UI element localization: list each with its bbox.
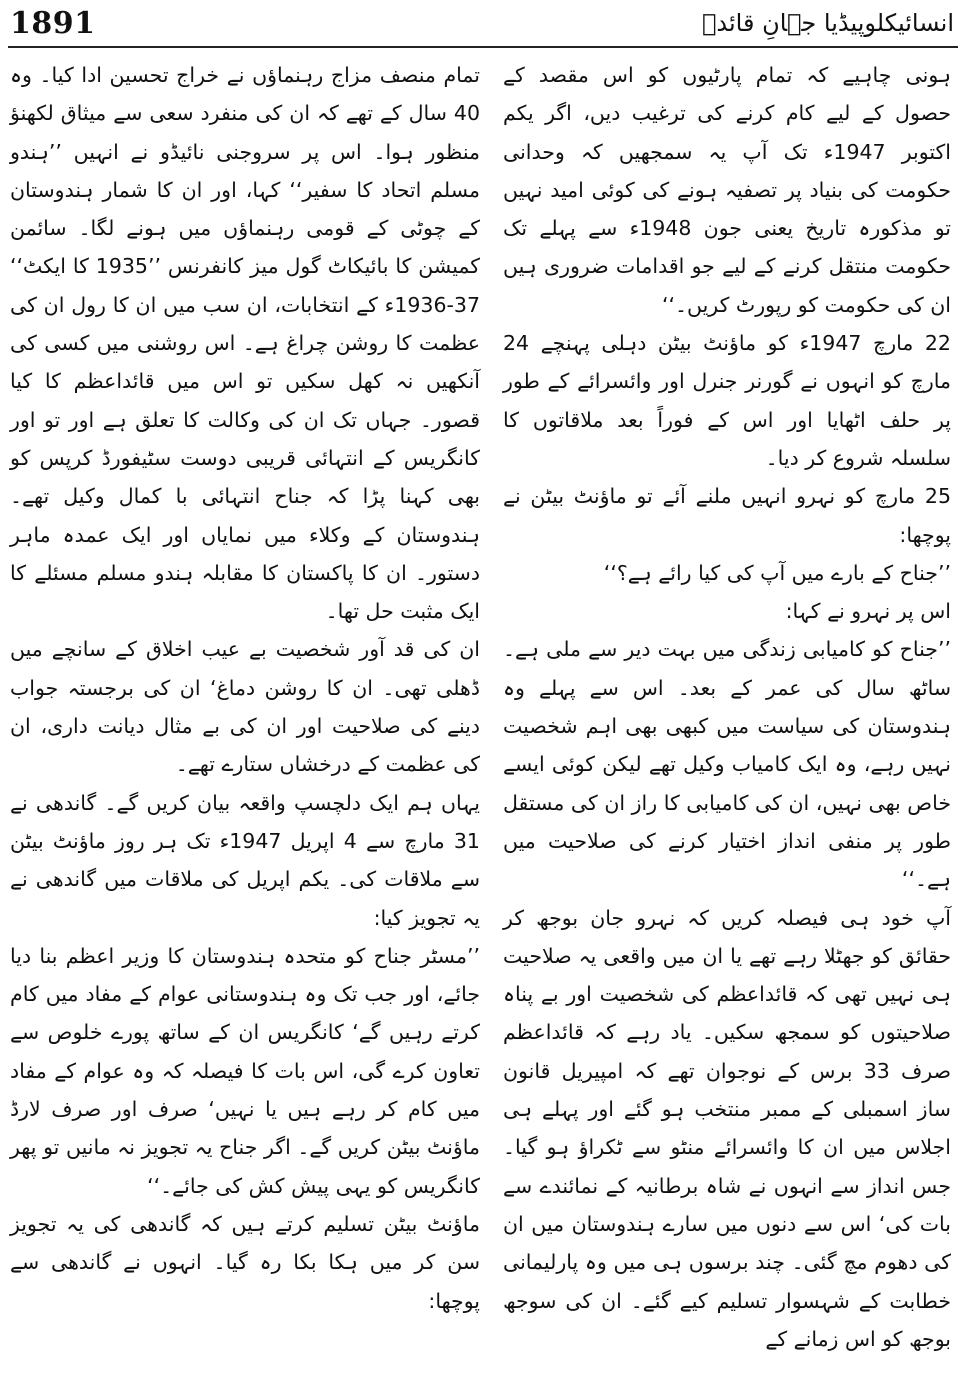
quote-paragraph: ’’مسٹر جناح کو متحدہ ہندوستان کا وزیر اعظم بنا دیا جائے، اور جب تک وہ ہندوستانی عوام کے مفاد میں کام کرتے رہیں گے‘ کانگریس ان کے ساتھ پورے خلوص سے تعاون کرے گی، اس بات کا فیصلہ کہ وہ عوام کے مفاد میں کام کر رہے ہیں یا نہیں‘ صرف اور صرف لارڈ ماؤنٹ بیٹن کریں گے۔ اگر جناح یہ تجویز نہ مانیں تو پھر کانگریس کو یہی پیش کش کی جائے۔‘‘ — [10, 943, 480, 1198]
paragraph: ان کی قد آور شخصیت بے عیب اخلاق کے سانچے میں ڈھلی تھی۔ ان کا روشن دماغ‘ ان کی برجستہ جواب دینے کی صلاحیت اور ان کی بے مثال دیانت داری، ان کی عظمت کے درخشاں ستارے تھے۔ — [10, 637, 480, 777]
paragraph: یہاں ہم ایک دلچسپ واقعہ بیان کریں گے۔ گاندھی نے 31 مارچ سے 4 اپریل 1947ء تک ہر روز ماؤنٹ بیٹن سے ملاقات کی۔ یکم اپریل کی ملاقات میں گاندھی نے یہ تجویز کیا: — [10, 790, 480, 930]
paragraph: ہونی چاہیے کہ تمام پارٹیوں کو اس مقصد کے حصول کے لیے کام کرنے کی ترغیب دیں، اگر یکم اکتوبر 1947ء تک آپ یہ سمجھیں کہ وحدانی حکومت کی بنیاد پر تصفیہ ہونے کی کوئی امید نہیں تو مذکورہ تاریخ یعنی جون 1948ء سے پہلے تک حکومت منتقل کرنے کے لیے جو اقدامات ضروری ہیں ان کی حکومت کو رپورٹ کریں۔‘‘ — [503, 63, 951, 317]
running-title: انسائیکلوپیڈیا جہانِ قائدؒ — [702, 9, 954, 37]
page-number: 1891 — [10, 6, 96, 41]
paragraph: 25 مارچ کو نہرو انہیں ملنے آئے تو ماؤنٹ بیٹن نے پوچھا: — [503, 484, 951, 547]
page-header — [8, 2, 958, 48]
paragraph: ماؤنٹ بیٹن تسلیم کرتے ہیں کہ گاندھی کی یہ تجویز سن کر میں ہکا بکا رہ گیا۔ انہوں نے گاندھی سے پوچھا: — [10, 1211, 480, 1313]
paragraph: آپ خود ہی فیصلہ کریں کہ نہرو جان بوجھ کر حقائق کو جھٹلا رہے تھے یا ان میں واقعی یہ صلاحیت ہی نہیں تھی کہ قائداعظم کی شخصیت اور بے پناہ صلاحیتوں کو سمجھ سکیں۔ یاد رہے کہ قائداعظم صرف 33 برس کے نوجوان تھے کہ امپیریل قانون ساز اسمبلی کے ممبر منتخب ہو گئے اور پہلے ہی اجلاس میں ان کا وائسرائے منٹو سے ٹکراؤ ہو گیا۔ جس انداز سے انہوں نے شاہ برطانیہ کے نمائندے سے بات کی‘ اس سے دنوں میں سارے ہندوستان میں ان کی دھوم مچ گئی۔ چند برسوں ہی میں وہ پارلیمانی خطابت کے شہسوار تسلیم کیے گئے۔ ان کی سوجھ بوجھ کو اس زمانے کے — [503, 905, 951, 1351]
right-column — [503, 56, 951, 1358]
left-column — [10, 56, 480, 1320]
paragraph: تمام منصف مزاج رہنماؤں نے خراج تحسین ادا کیا۔ وہ 40 سال کے تھے کہ ان کی منفرد سعی سے میثاق لکھنؤ منظور ہوا۔ اس پر سروجنی نائیڈو نے انہیں ’’ہندو مسلم اتحاد کا سفیر‘‘ کہا، اور ان کا شمار ہندوستان کے چوٹی کے قومی رہنماؤں میں ہونے لگا۔ سائمن کمیشن کا بائیکاٹ گول میز کانفرنس ’’1935 کا ایکٹ‘‘ 37-1936ء کے انتخابات، ان سب میں ان کا رول ان کی عظمت کا روشن چراغ ہے۔ اس روشنی میں کسی کی آنکھیں نہ کھل سکیں تو اس میں قائداعظم کا کیا قصور۔ جہاں تک ان کی وکالت کا تعلق ہے اور تو اور کانگریس کے انتہائی قریبی دوست سٹیفورڈ کرپس کو بھی کہنا پڑا کہ جناح انتہائی با کمال وکیل تھے۔ ہندوستان کے وکلاء میں نمایاں اور ایک عمدہ ماہر دستور۔ ان کا پاکستان کا مقابلہ ہندو مسلم مسئلے کا ایک مثبت حل تھا۔ — [10, 63, 480, 624]
paragraph: 22 مارچ 1947ء کو ماؤنٹ بیٹن دہلی پہنچے 24 مارچ کو انہوں نے گورنر جنرل اور وائسرائے کے طور پر حلف اٹھایا اور اس کے فوراً بعد ملاقاتوں کا سلسلہ شروع کر دیا۔ — [503, 331, 951, 470]
paragraph: اس پر نہرو نے کہا: — [785, 599, 951, 624]
quote-paragraph: ’’جناح کو کامیابی زندگی میں بہت دیر سے ملی ہے۔ ساٹھ سال کی عمر کے بعد۔ اس سے پہلے وہ ہندوستان کی سیاست میں کبھی بھی اہم شخصیت نہیں رہے، وہ ایک کامیاب وکیل تھے لیکن کوئی ایسے خاص بھی نہیں، ان کی کامیابی کا راز ان کی مستقل طور پر منفی انداز اختیار کرنے کی صلاحیت میں ہے۔‘‘ — [503, 637, 951, 892]
quote-line: ’’جناح کے بارے میں آپ کی کیا رائے ہے؟‘‘ — [603, 560, 951, 585]
